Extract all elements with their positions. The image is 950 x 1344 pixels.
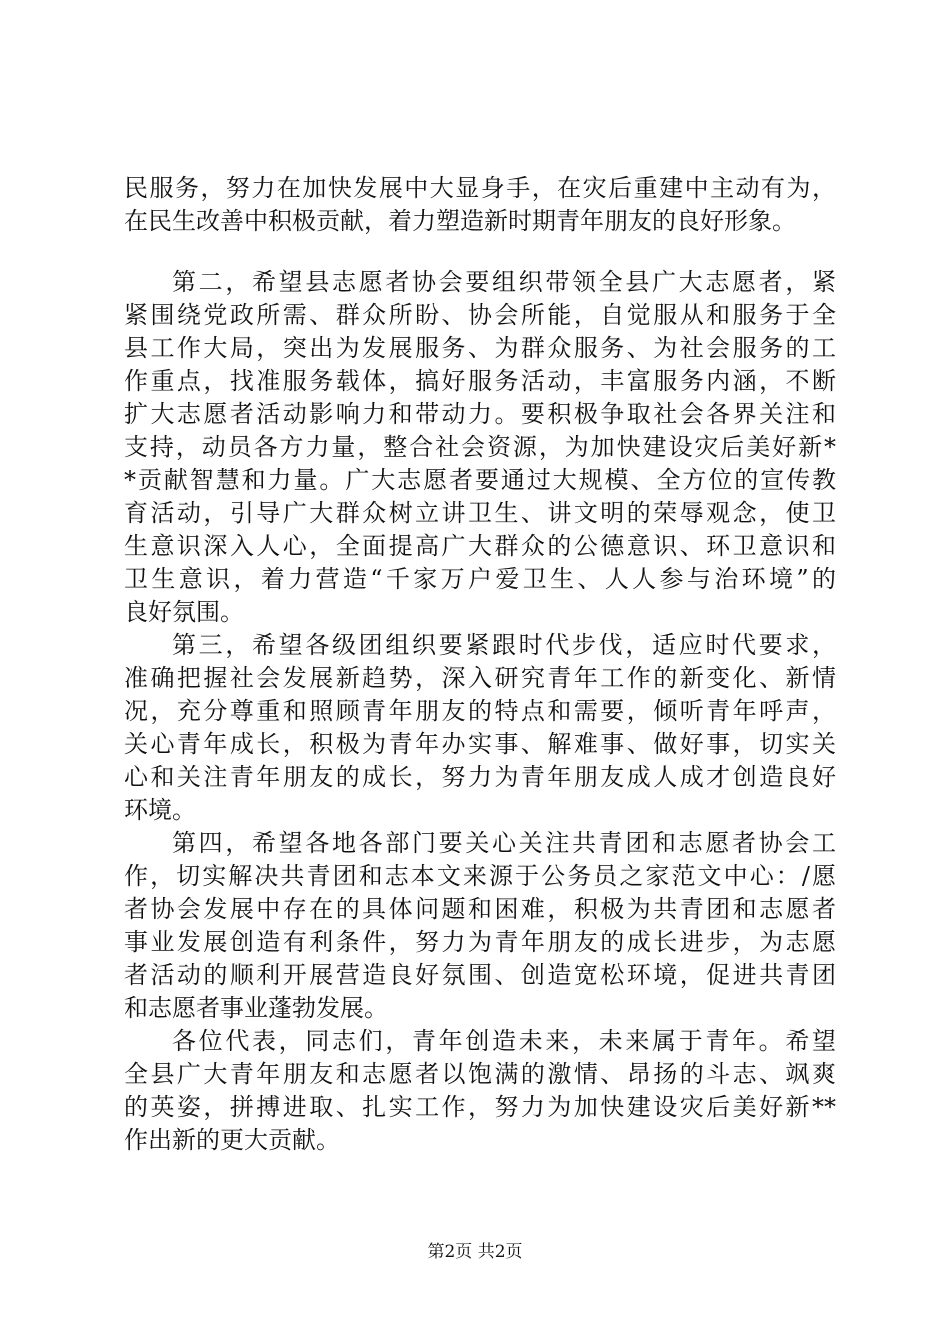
text-line: 第二，希望县志愿者协会要组织带领全县广大志愿者，紧: [172, 268, 836, 296]
paragraph-third: [124, 629, 836, 827]
text-line: 者活动的顺利开展营造良好氛围、创造宽松环境，促进共青团: [124, 961, 836, 989]
text-line: 良好氛围。: [124, 598, 244, 626]
text-line: 卫生意识，着力营造“千家万户爱卫生、人人参与治环境”的: [124, 565, 836, 593]
text-line: 生意识深入人心，全面提高广大群众的公德意识、环卫意识和: [124, 532, 836, 560]
paragraph-second: [124, 266, 836, 629]
text-line: 者协会发展中存在的具体问题和困难，积极为共青团和志愿者: [124, 895, 836, 923]
text-line: *贡献智慧和力量。广大志愿者要通过大规模、全方位的宣传教: [124, 466, 836, 494]
text-line: 作出新的更大贡献。: [124, 1126, 340, 1154]
text-line: 心和关注青年朋友的成长，努力为青年朋友成人成才创造良好: [124, 763, 836, 791]
paragraph-continuation: [124, 172, 836, 238]
text-line: 作重点，找准服务载体，搞好服务活动，丰富服务内涵，不断: [124, 367, 836, 395]
text-line: 扩大志愿者活动影响力和带动力。要积极争取社会各界关注和: [124, 400, 836, 428]
text-line: 第四，希望各地各部门要关心关注共青团和志愿者协会工: [172, 829, 836, 857]
text-line: 事业发展创造有利条件，努力为青年朋友的成长进步，为志愿: [124, 928, 836, 956]
text-line: 民服务，努力在加快发展中大显身手，在灾后重建中主动有为，: [124, 174, 836, 202]
text-line: 况，充分尊重和照顾青年朋友的特点和需要，倾听青年呼声，: [124, 697, 836, 725]
text-line: 支持，动员各方力量，整合社会资源，为加快建设灾后美好新*: [124, 433, 836, 461]
text-line: 的英姿，拼搏进取、扎实工作，努力为加快建设灾后美好新**: [124, 1093, 836, 1121]
text-line: 全县广大青年朋友和志愿者以饱满的激情、昂扬的斗志、飒爽: [124, 1060, 836, 1088]
text-line: 在民生改善中积极贡献，着力塑造新时期青年朋友的良好形象。: [124, 207, 796, 235]
text-line: 紧围绕党政所需、群众所盼、协会所能，自觉服从和服务于全: [124, 301, 836, 329]
paragraph-fourth: [124, 827, 836, 1025]
text-line: 准确把握社会发展新趋势，深入研究青年工作的新变化、新情: [124, 664, 836, 692]
text-line: 第三，希望各级团组织要紧跟时代步伐，适应时代要求，: [172, 631, 836, 659]
paragraph-spacer: [124, 238, 836, 266]
page-number-footer: 第2页 共2页: [427, 1242, 523, 1262]
document-body: [124, 172, 836, 1157]
text-line: 育活动，引导广大群众树立讲卫生、讲文明的荣辱观念，使卫: [124, 499, 836, 527]
text-line: 环境。: [124, 796, 196, 824]
text-line: 作，切实解决共青团和志本文来源于公务员之家范文中心：/愿: [124, 862, 836, 890]
text-line: 关心青年成长，积极为青年办实事、解难事、做好事，切实关: [124, 730, 836, 758]
text-line: 各位代表，同志们，青年创造未来，未来属于青年。希望: [172, 1027, 836, 1055]
text-line: 和志愿者事业蓬勃发展。: [124, 994, 388, 1022]
text-line: 县工作大局，突出为发展服务、为群众服务、为社会服务的工: [124, 334, 836, 362]
paragraph-closing: [124, 1025, 836, 1157]
